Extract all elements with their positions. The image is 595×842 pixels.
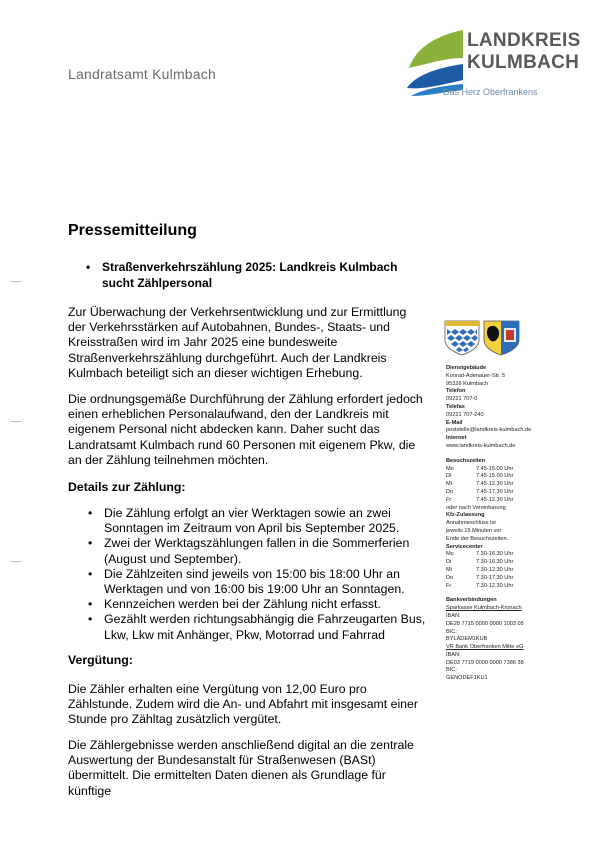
bullet-icon: •	[88, 536, 93, 551]
address-line: 95326 Kulmbach	[446, 380, 488, 387]
bic-label: BIC:	[446, 667, 457, 674]
paragraph-staffing: Die ordnungsgemäße Durchführung der Zählung erfordert jedoch einen erheblichen Personalaufwand, den der Landkreis mit eigenem Personal nicht abdecken kann. Daher sucht das Landratsamt Kulmbach rund 60 Personen mit eigenem Pkw, die an der Zählung teilnehmen möchten.	[68, 392, 423, 467]
fax-number: 09221 707-240	[446, 411, 484, 418]
bullet-icon: •	[88, 506, 93, 520]
service-row: Di 7.30-16.30 Uhr	[446, 559, 514, 566]
paragraph-intro: Zur Überwachung der Verkehrsentwicklung und zur Ermittlung der Verkehrsstärken auf Autobahnen, Bundes-, Staats- und Kreisstraßen wird im Jahr 2025 eine bundesweite Straßenverkehrszählung durchgeführt. Auch der Landkreis Kulmbach beteiligt sich an dieser wichtigen Erhebung.	[68, 305, 407, 380]
hours-label: Besuchszeiten	[446, 457, 486, 464]
service-row: Mi 7.30-12.30 Uhr	[446, 566, 514, 573]
bullet-icon: •	[88, 566, 93, 581]
bullet-icon: •	[88, 597, 93, 612]
hours-row: Di 7.45-15.00 Uhr	[446, 473, 514, 480]
logo-text-line1: LANDKREIS	[467, 30, 581, 51]
headline-text: Straßenverkehrszählung 2025: Landkreis Kulmbach sucht Zählpersonal	[102, 260, 398, 290]
iban-label: IBAN:	[446, 612, 461, 619]
contact-sidebar	[446, 365, 566, 683]
details-list	[88, 506, 428, 643]
paragraph-payment: Die Zähler erhalten eine Vergütung von 12,00 Euro pro Zählstunde. Zudem wird die An- und Abfahrt mit insgesamt einer Stunde pro Zähltag zusätzlich vergütet.	[68, 682, 418, 727]
headline	[88, 259, 428, 291]
page-title: Pressemitteilung	[68, 222, 197, 239]
bic-value: BYLADEM1KUB	[446, 636, 488, 643]
margin-tick	[11, 421, 21, 422]
bic-label: BIC:	[446, 628, 457, 635]
details-heading: Details zur Zählung:	[68, 480, 186, 494]
coats-of-arms-icon	[444, 320, 520, 356]
bank-label: Bankverbindungen	[446, 597, 497, 604]
service-label: Servicecenter	[446, 543, 483, 550]
bullet-icon: •	[88, 612, 93, 627]
fax-label: Telefax	[446, 403, 465, 410]
list-item-text: Gezählt werden richtungsabhängig die Fahrzeugarten Bus, Lkw, Lkw mit Anhänger, Pkw, Motorrad und Fahrrad	[104, 612, 426, 642]
list-item-text: Zwei der Werktagszählungen fallen in die Sommerferien (August und September).	[104, 536, 410, 566]
kfz-note: Annahmeschluss ist	[446, 520, 496, 527]
office-name: Landratsamt Kulmbach	[68, 66, 216, 82]
bullet-icon: •	[86, 260, 91, 274]
margin-tick	[11, 281, 21, 282]
hours-row: Mi 7.45-12.30 Uhr	[446, 481, 514, 488]
iban-value: DE03 7719 0000 0000 7386 38	[446, 659, 524, 666]
list-item-text: Die Zählzeiten sind jeweils von 15:00 bis 18:00 Uhr an Werktagen und von 16:00 bis 19:00 Uhr an Sonntagen.	[104, 566, 405, 597]
hours-row: Fr 7.45-12.30 Uhr	[446, 496, 514, 503]
building-label: Dienstgebäude	[446, 365, 487, 371]
paragraph-results: Die Zählergebnisse werden anschließend digital an die zentrale Auswertung der Bundesanstalt für Straßenwesen (BASt) übermittelt. Die ermittelten Daten dienen als Grundlage für künftige	[68, 738, 414, 798]
service-row: Mo 7.30-16.30 Uhr	[446, 551, 514, 558]
bank-name: VR Bank Oberfranken Mitte eG	[446, 644, 524, 651]
list-item	[88, 506, 428, 536]
hours-note: oder nach Vereinbarung	[446, 504, 506, 511]
address-line: Konrad-Adenauer-Str. 5	[446, 372, 506, 379]
logo-tagline: Das Herz Oberfrankens	[443, 87, 538, 97]
hours-row: Do 7.45-17.30 Uhr	[446, 488, 514, 495]
list-item	[88, 536, 428, 566]
list-item	[88, 597, 428, 612]
website-link[interactable]: www.landkreis-kulmbach.de	[446, 442, 516, 449]
list-item-text: Die Zählung erfolgt an vier Werktagen sowie an zwei Sonntagen im Zeitraum von April bis September 2025.	[104, 506, 400, 536]
phone-number: 09221 707-0	[446, 396, 478, 403]
landkreis-logo	[405, 28, 581, 103]
email-label: E-Mail	[446, 419, 463, 426]
email-link[interactable]: poststelle@landkreis-kulmbach.de	[446, 427, 532, 434]
phone-label: Telefon	[446, 388, 466, 395]
logo-text-line2: KULMBACH	[467, 52, 580, 73]
list-item	[88, 567, 428, 597]
margin-tick	[11, 561, 21, 562]
service-row: Do 7.30-17.30 Uhr	[446, 574, 514, 581]
bic-value: GENODEF1KU1	[446, 675, 488, 682]
internet-label: Internet	[446, 435, 467, 442]
bank-name: Sparkasse Kulmbach-Kronach	[446, 605, 522, 612]
iban-value: DE28 7715 0000 0000 1003 05	[446, 620, 524, 627]
hours-row: Mo 7.45-15.00 Uhr	[446, 465, 514, 472]
kfz-label: Kfz-Zulassung	[446, 512, 485, 519]
list-item	[88, 612, 428, 642]
verguetung-heading: Vergütung:	[68, 653, 133, 667]
list-item-text: Kennzeichen werden bei der Zählung nicht erfasst.	[104, 597, 381, 612]
kfz-note: jeweils 15 Minuten vor	[446, 527, 502, 534]
service-row: Fr 7.30-12.30 Uhr	[446, 582, 514, 589]
kfz-note: Ende der Besuchszeiten.	[446, 535, 509, 542]
iban-label: IBAN:	[446, 651, 461, 658]
